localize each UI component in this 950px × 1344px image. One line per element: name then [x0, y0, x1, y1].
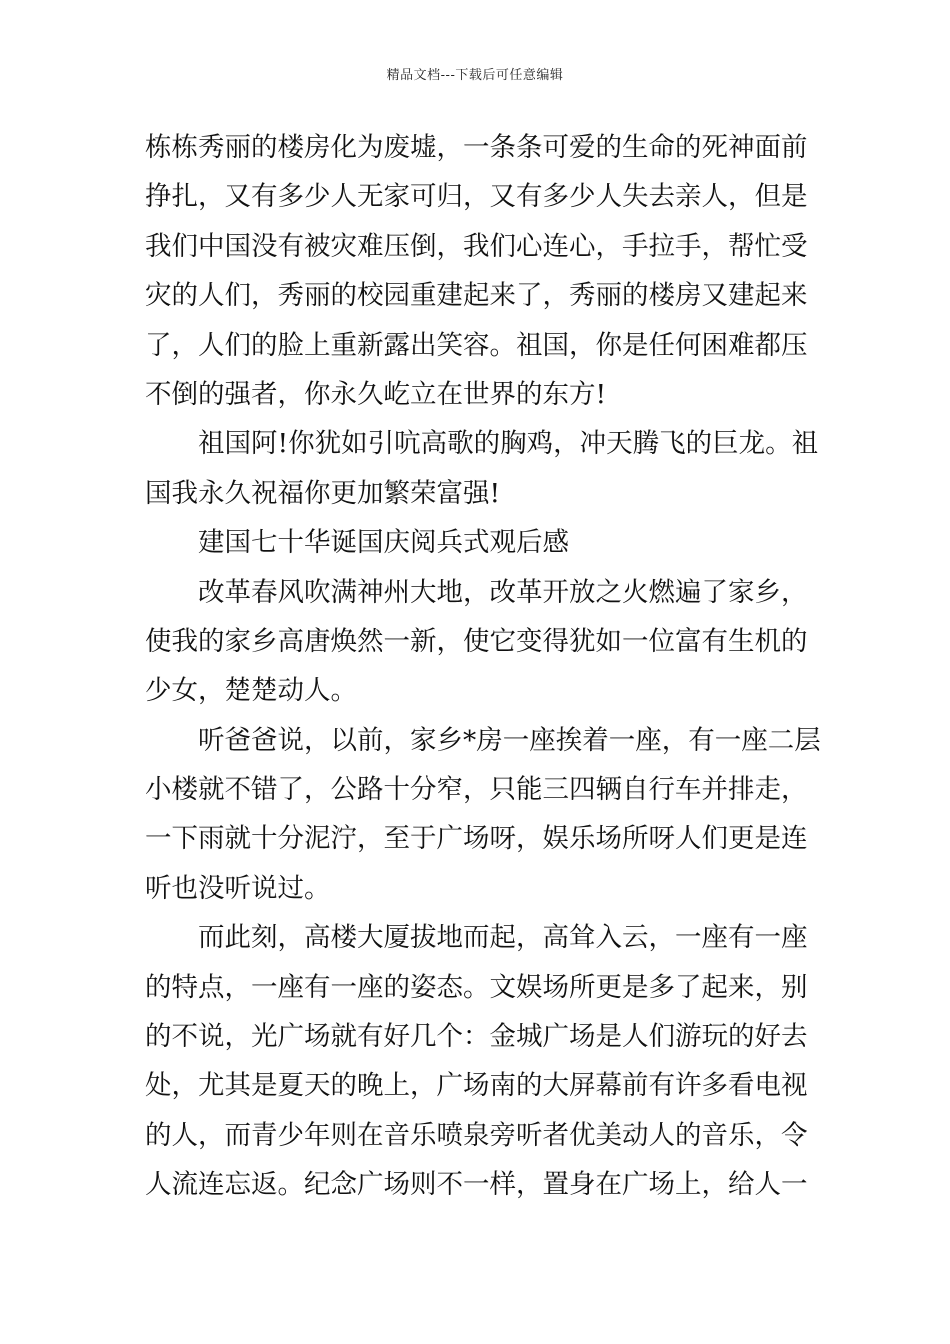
- text-line: 听也没听说过。: [145, 872, 331, 904]
- text-line: 挣扎，又有多少人无家可归，又有多少人失去亲人，但是: [145, 181, 808, 213]
- page-header: 精品文档---下载后可任意编辑: [386, 68, 564, 83]
- text-line: 少女，楚楚动人。: [145, 675, 357, 707]
- text-line: 听爸爸说，以前，家乡*房一座挨着一座，有一座二层: [198, 724, 821, 756]
- text-line: 使我的家乡高唐焕然一新，使它变得犹如一位富有生机的: [145, 625, 808, 657]
- text-line: 祖国阿!你犹如引吭高歌的胸鸡，冲天腾飞的巨龙。祖: [198, 428, 819, 460]
- text-line: 改革春风吹满神州大地，改革开放之火燃遍了家乡，: [198, 576, 808, 608]
- text-line: 小楼就不错了，公路十分窄，只能三四辆自行车并排走，: [145, 774, 808, 806]
- text-line: 了，人们的脸上重新露出笑容。祖国，你是任何困难都压: [145, 329, 808, 361]
- text-line: 不倒的强者，你永久屹立在世界的东方!: [145, 378, 607, 410]
- text-line: 我们中国没有被灾难压倒，我们心连心，手拉手，帮忙受: [145, 230, 808, 262]
- text-line: 的不说，光广场就有好几个：金城广场是人们游玩的好去: [145, 1021, 808, 1053]
- text-line: 灾的人们，秀丽的校园重建起来了，秀丽的楼房又建起来: [145, 280, 808, 312]
- text-line: 处，尤其是夏天的晚上，广场南的大屏幕前有许多看电视: [145, 1070, 808, 1102]
- text-line: 国我永久祝福你更加繁荣富强!: [145, 477, 501, 509]
- text-line: 的人，而青少年则在音乐喷泉旁听者优美动人的音乐，令: [145, 1119, 808, 1151]
- body-text: [145, 123, 821, 1210]
- text-line: 建国七十华诞国庆阅兵式观后感: [198, 527, 569, 559]
- text-line: 一下雨就十分泥泞，至于广场呀，娱乐场所呀人们更是连: [145, 823, 808, 855]
- text-line: 而此刻，高楼大厦拔地而起，高耸入云，一座有一座: [198, 922, 808, 954]
- text-line: 的特点，一座有一座的姿态。文娱场所更是多了起来，别: [145, 971, 808, 1003]
- text-line: 人流连忘返。纪念广场则不一样，置身在广场上，给人一: [145, 1169, 808, 1201]
- text-line: 栋栋秀丽的楼房化为废墟，一条条可爱的生命的死神面前: [145, 132, 808, 163]
